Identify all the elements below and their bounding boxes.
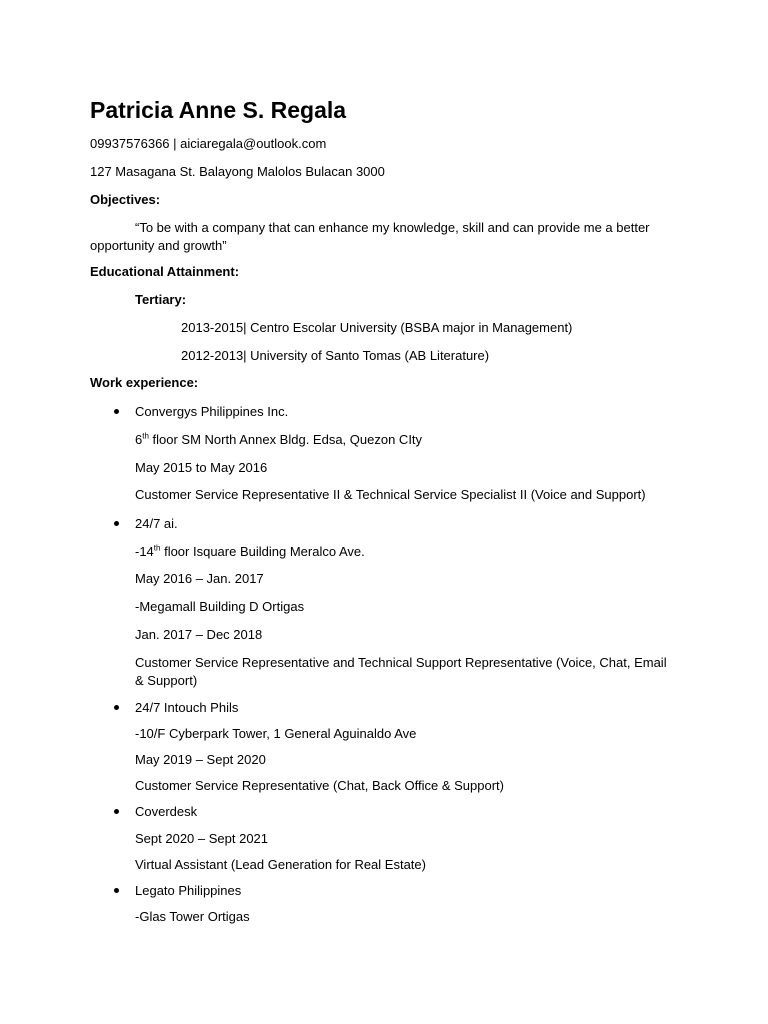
job-company: Coverdesk bbox=[135, 804, 198, 819]
job-dates: May 2015 to May 2016 bbox=[135, 460, 268, 475]
bullet bbox=[114, 409, 119, 414]
job-address: -Megamall Building D Ortigas bbox=[135, 599, 305, 614]
job-role: Virtual Assistant (Lead Generation for Real Estate) bbox=[135, 857, 426, 872]
education-entry: 2013-2015| Centro Escolar University (BSBA major in Management) bbox=[181, 320, 573, 335]
work-heading: Work experience: bbox=[90, 375, 199, 390]
job-role: Customer Service Representative and Technical Support Representative (Voice, Chat, Email & Support) bbox=[135, 655, 667, 688]
education-heading: Educational Attainment: bbox=[90, 264, 240, 279]
education-entry: 2012-2013| University of Santo Tomas (AB Literature) bbox=[181, 348, 490, 363]
job-address: -10/F Cyberpark Tower, 1 General Aguinaldo Ave bbox=[135, 726, 417, 741]
job-company: Legato Philippines bbox=[135, 883, 242, 898]
objectives-text: “To be with a company that can enhance my knowledge, skill and can provide me a better opportunity and growth” bbox=[90, 220, 650, 253]
job-dates: May 2019 – Sept 2020 bbox=[135, 752, 266, 767]
job-role: Customer Service Representative II & Technical Service Specialist II (Voice and Support) bbox=[135, 487, 646, 502]
job-company: 24/7 ai. bbox=[135, 516, 178, 531]
bullet bbox=[114, 705, 119, 710]
contact-line: 09937576366 | aiciaregala@outlook.com bbox=[90, 136, 327, 151]
job-dates: Sept 2020 – Sept 2021 bbox=[135, 831, 269, 846]
address-line: 127 Masagana St. Balayong Malolos Bulacan 3000 bbox=[90, 164, 385, 179]
job-address: -Glas Tower Ortigas bbox=[135, 909, 250, 924]
job-address: -14th floor Isquare Building Meralco Ave. bbox=[135, 543, 365, 559]
bullet bbox=[114, 521, 119, 526]
job-dates: Jan. 2017 – Dec 2018 bbox=[135, 627, 263, 642]
education-level: Tertiary: bbox=[135, 292, 187, 307]
job-company: 24/7 Intouch Phils bbox=[135, 700, 239, 715]
job-address: 6th floor SM North Annex Bldg. Edsa, Quezon CIty bbox=[135, 431, 423, 447]
objectives-heading: Objectives: bbox=[90, 192, 161, 207]
bullet bbox=[114, 809, 119, 814]
job-role: Customer Service Representative (Chat, Back Office & Support) bbox=[135, 778, 504, 793]
bullet bbox=[114, 888, 119, 893]
job-dates: May 2016 – Jan. 2017 bbox=[135, 571, 264, 586]
resume-name: Patricia Anne S. Regala bbox=[90, 97, 347, 123]
job-company: Convergys Philippines Inc. bbox=[135, 404, 289, 419]
